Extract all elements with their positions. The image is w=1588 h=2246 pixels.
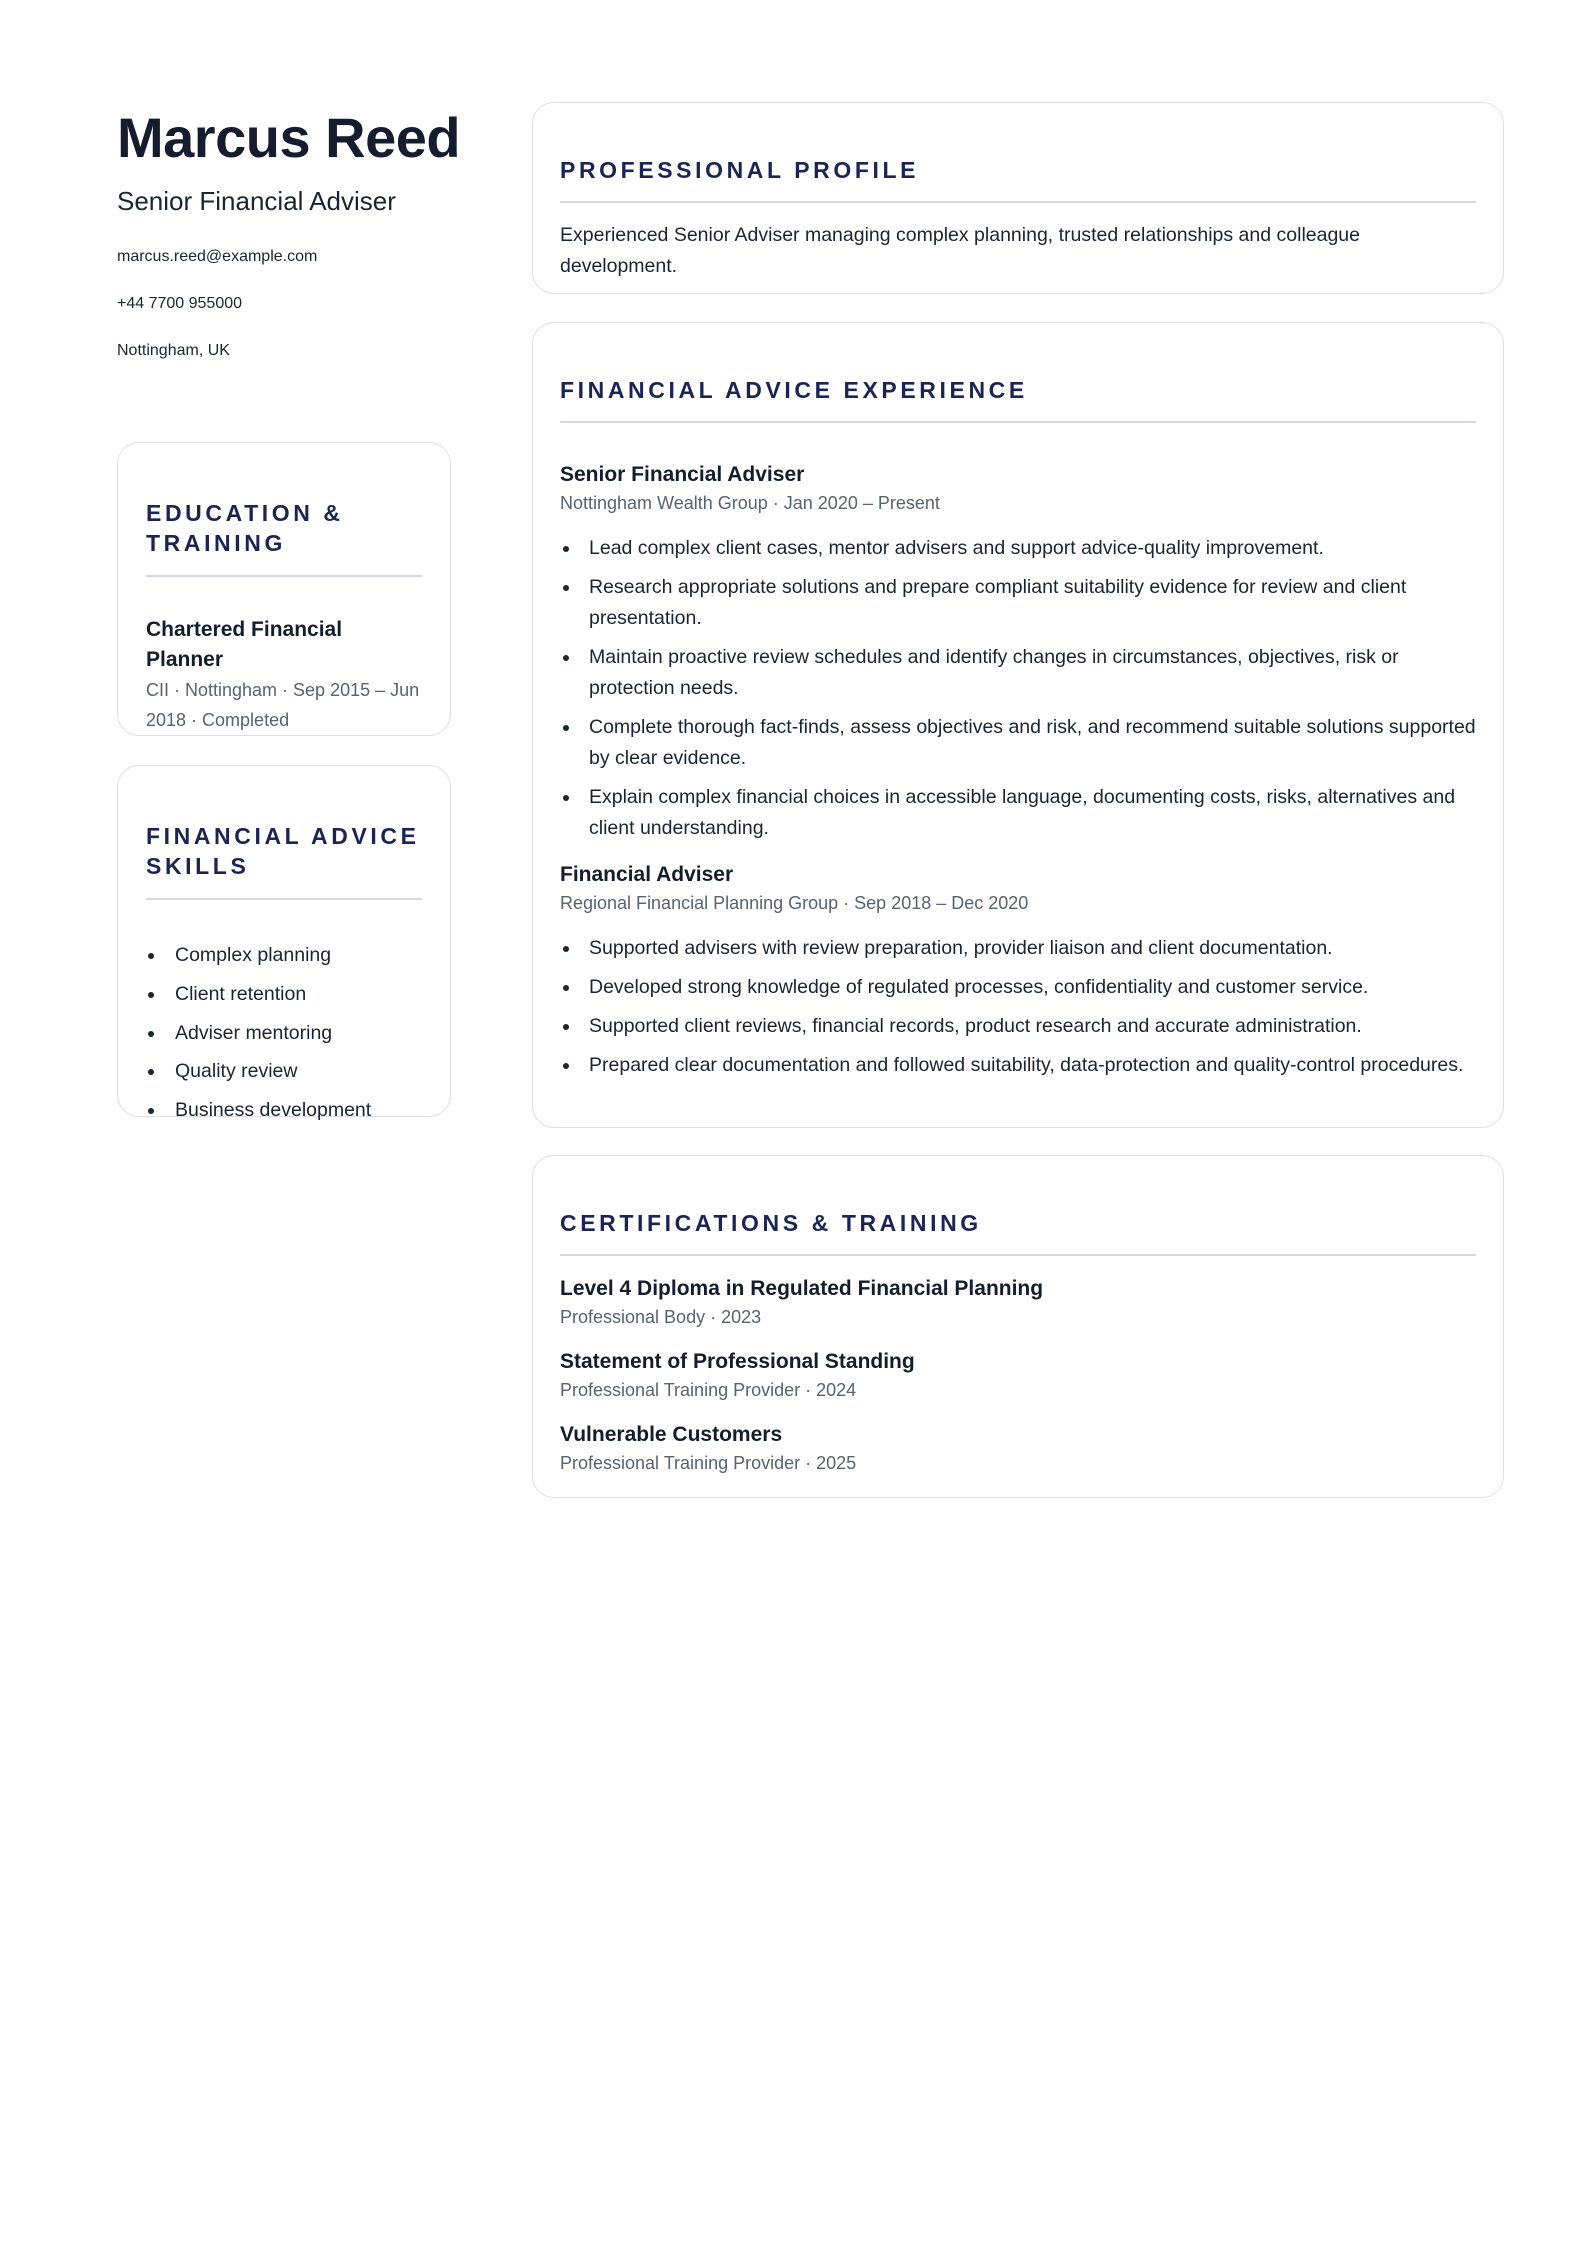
skill-item: Complex planning — [146, 936, 422, 975]
certification-item — [560, 1347, 1476, 1404]
skill-item: Business development — [146, 1091, 422, 1130]
contact-location: Nottingham, UK — [117, 342, 230, 359]
job-bullet: Maintain proactive review schedules and identify changes in circumstances, objectives, risk or protection needs. — [560, 642, 1476, 704]
education-heading: EDUCATION & TRAINING — [146, 500, 344, 556]
job-bullet: Lead complex client cases, mentor advisers and support advice-quality improvement. — [560, 533, 1476, 564]
contact-phone[interactable]: +44 7700 955000 — [117, 295, 243, 312]
job-bullet: Research appropriate solutions and prepare compliant suitability evidence for review and client presentation. — [560, 572, 1476, 634]
job-bullet: Supported advisers with review preparation, provider liaison and client documentation. — [560, 933, 1476, 964]
skill-item: Adviser mentoring — [146, 1014, 422, 1053]
job-meta: Regional Financial Planning Group · Sep 2018 – Dec 2020 — [560, 893, 1029, 913]
job-meta: Nottingham Wealth Group · Jan 2020 – Present — [560, 493, 940, 513]
section-divider — [560, 421, 1476, 423]
skills-heading: FINANCIAL ADVICE SKILLS — [146, 823, 420, 879]
education-item-title: Chartered Financial Planner — [146, 618, 343, 671]
education-item — [146, 615, 422, 735]
certification-meta: Professional Body · 2023 — [560, 1307, 762, 1327]
job-bullet: Complete thorough fact-finds, assess objectives and risk, and recommend suitable solutions supported by clear evidence. — [560, 712, 1476, 774]
job-bullets — [560, 533, 1476, 844]
candidate-role: Senior Financial Adviser — [117, 186, 396, 216]
profile-card — [532, 102, 1504, 294]
section-divider — [560, 201, 1476, 203]
candidate-name: Marcus Reed — [117, 106, 461, 169]
education-card — [117, 442, 451, 736]
certification-title: Statement of Professional Standing — [560, 1350, 915, 1373]
profile-summary: Experienced Senior Adviser managing complex planning, trusted relationships and colleague development. — [560, 224, 1360, 277]
job-title: Senior Financial Adviser — [560, 463, 805, 486]
job-bullet: Prepared clear documentation and followed suitability, data-protection and quality-control procedures. — [560, 1050, 1476, 1081]
certifications-heading: CERTIFICATIONS & TRAINING — [560, 1210, 982, 1236]
skills-list — [146, 936, 422, 1130]
section-divider — [146, 575, 422, 577]
skills-card — [117, 765, 451, 1122]
job-bullets — [560, 933, 1476, 1081]
skill-item: Client retention — [146, 975, 422, 1014]
certification-item — [560, 1420, 1476, 1477]
experience-heading: FINANCIAL ADVICE EXPERIENCE — [560, 377, 1028, 403]
education-item-meta: CII · Nottingham · Sep 2015 – Jun 2018 · Completed — [146, 680, 420, 730]
contact-email[interactable]: marcus.reed@example.com — [117, 248, 318, 265]
section-divider — [146, 898, 422, 900]
certification-title: Vulnerable Customers — [560, 1423, 783, 1446]
profile-heading: PROFESSIONAL PROFILE — [560, 157, 920, 183]
job-entry — [560, 860, 1476, 1081]
job-bullet: Supported client reviews, financial records, product research and accurate administration. — [560, 1011, 1476, 1042]
job-bullet: Developed strong knowledge of regulated processes, confidentiality and customer service. — [560, 972, 1476, 1003]
job-entry — [560, 460, 1476, 844]
skill-item: Quality review — [146, 1052, 422, 1091]
experience-card — [532, 322, 1504, 1128]
section-divider — [560, 1254, 1476, 1256]
job-title: Financial Adviser — [560, 863, 734, 886]
job-bullet: Explain complex financial choices in accessible language, documenting costs, risks, alternatives and client understanding. — [560, 782, 1476, 844]
certifications-card — [532, 1155, 1504, 1498]
certification-meta: Professional Training Provider · 2025 — [560, 1453, 857, 1473]
certification-title: Level 4 Diploma in Regulated Financial Planning — [560, 1277, 1044, 1300]
certification-meta: Professional Training Provider · 2024 — [560, 1380, 857, 1400]
certification-item — [560, 1274, 1476, 1331]
